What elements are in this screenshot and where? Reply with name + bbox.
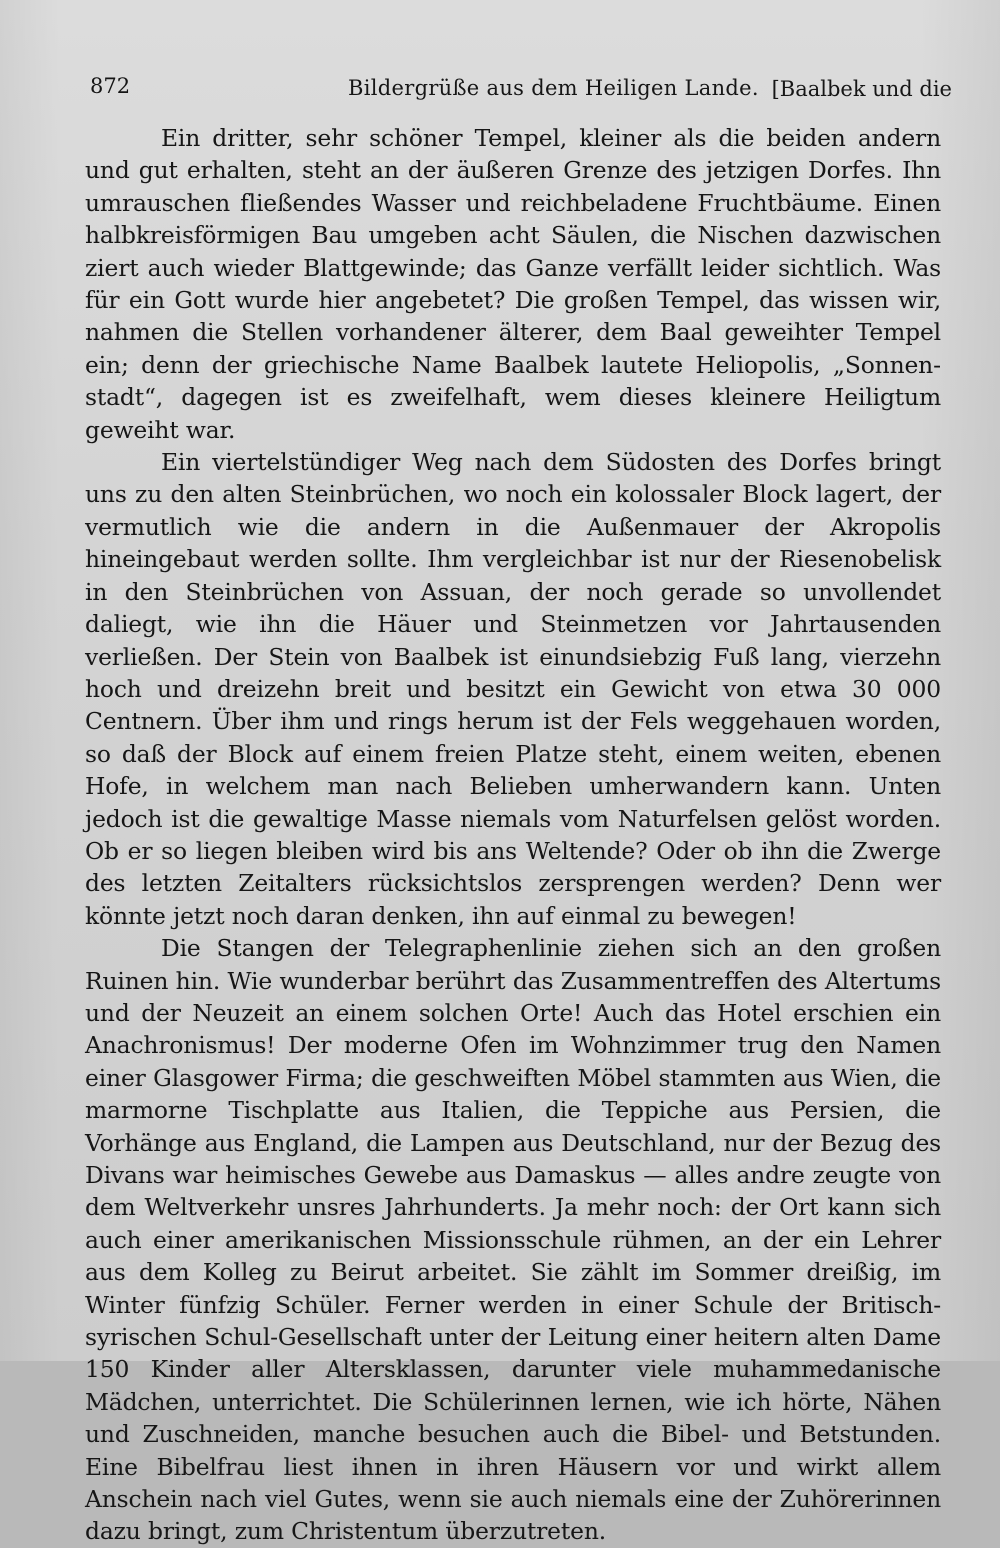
- running-header: [90, 66, 952, 106]
- body-text: [85, 122, 941, 1548]
- page-number: 872: [90, 74, 131, 98]
- paragraph-2: Ein viertelstündiger Weg nach dem Südosten des Dorfes bringt uns zu den alten Steinbrüchen, wo noch ein kolossaler Block lagert, der vermutlich wie die andern in die Außenmauer der Akropolis hineingebaut werden sollte. Ihm vergleichbar ist nur der Riesenobelisk in den Steinbrüchen von Assuan, der noch gerade so unvollendet daliegt, wie ihn die Häuer und Steinmetzen vor Jahrtausenden verließen. Der Stein von Baalbek ist einundsiebzig Fuß lang, vierzehn hoch und dreizehn breit und besitzt ein Gewicht von etwa 30 000 Centnern. Über ihm und rings herum ist der Fels weggehauen worden, so daß der Block auf einem freien Platze steht, einem weiten, ebenen Hofe, in welchem man nach Belieben umherwandern kann. Unten jedoch ist die gewaltige Masse niemals vom Naturfelsen gelöst worden. Ob er so liegen bleiben wird bis ans Weltende? Oder ob ihn die Zwerge des letzten Zeitalters rücksichtslos zersprengen werden? Denn wer könnte jetzt noch daran denken, ihn auf einmal zu bewegen!: [85, 448, 941, 930]
- paragraph-3: Die Stangen der Telegraphenlinie ziehen sich an den großen Ruinen hin. Wie wunderbar berührt das Zusammentreffen des Altertums und der Neuzeit an einem solchen Orte! Auch das Hotel erschien ein Anachronismus! Der moderne Ofen im Wohnzimmer trug den Namen einer Glasgower Firma; die geschweiften Möbel stammten aus Wien, die marmorne Tischplatte aus Italien, die Teppiche aus Persien, die Vorhänge aus England, die Lampen aus Deutschland, nur der Bezug des Divans war heimisches Gewebe aus Damaskus — alles andre zeugte von dem Weltverkehr unsres Jahrhunderts. Ja mehr noch: der Ort kann sich auch einer amerikanischen Missionsschule rühmen, an der ein Lehrer aus dem Kolleg zu Beirut arbeitet. Sie zählt im Sommer dreißig, im Winter fünfzig Schüler. Ferner werden in einer Schule der Britisch-syrischen Schul-Gesellschaft unter der Leitung einer heitern alten Dame 150 Kinder aller Altersklassen, darunter viele muhammedanische Mädchen, unterrichtet. Die Schülerinnen lernen, wie ich hörte, Nähen und Zuschneiden, manche besuchen auch die Bibel- und Betstunden. Eine Bibelfrau liest ihnen in ihren Häusern vor und wirkt allem Anschein nach viel Gutes, wenn sie auch niemals eine der Zuhörerinnen dazu bringt, zum Christentum überzutreten.: [85, 934, 941, 1546]
- running-title: Bildergrüße aus dem Heiligen Lande.: [348, 76, 759, 100]
- paragraph-1: Ein dritter, sehr schöner Tempel, kleiner als die beiden andern und gut erhalten, steht an der äußeren Grenze des jetzigen Dorfes. Ihn umrauschen fließendes Wasser und reichbeladene Fruchtbäume. Einen halbkreisförmigen Bau umgeben acht Säulen, die Nischen dazwischen ziert auch wieder Blattgewinde; das Ganze verfällt leider sichtlich. Was für ein Gott wurde hier angebetet? Die großen Tempel, das wissen wir, nahmen die Stellen vorhandener älterer, dem Baal geweihter Tempel ein; denn der griechische Name Baalbek lautete Heliopolis, „Sonnenstadt“, dagegen ist es zweifelhaft, wem dieses kleinere Heiligtum geweiht war.: [85, 124, 941, 444]
- running-section: [Baalbek und die: [771, 77, 952, 101]
